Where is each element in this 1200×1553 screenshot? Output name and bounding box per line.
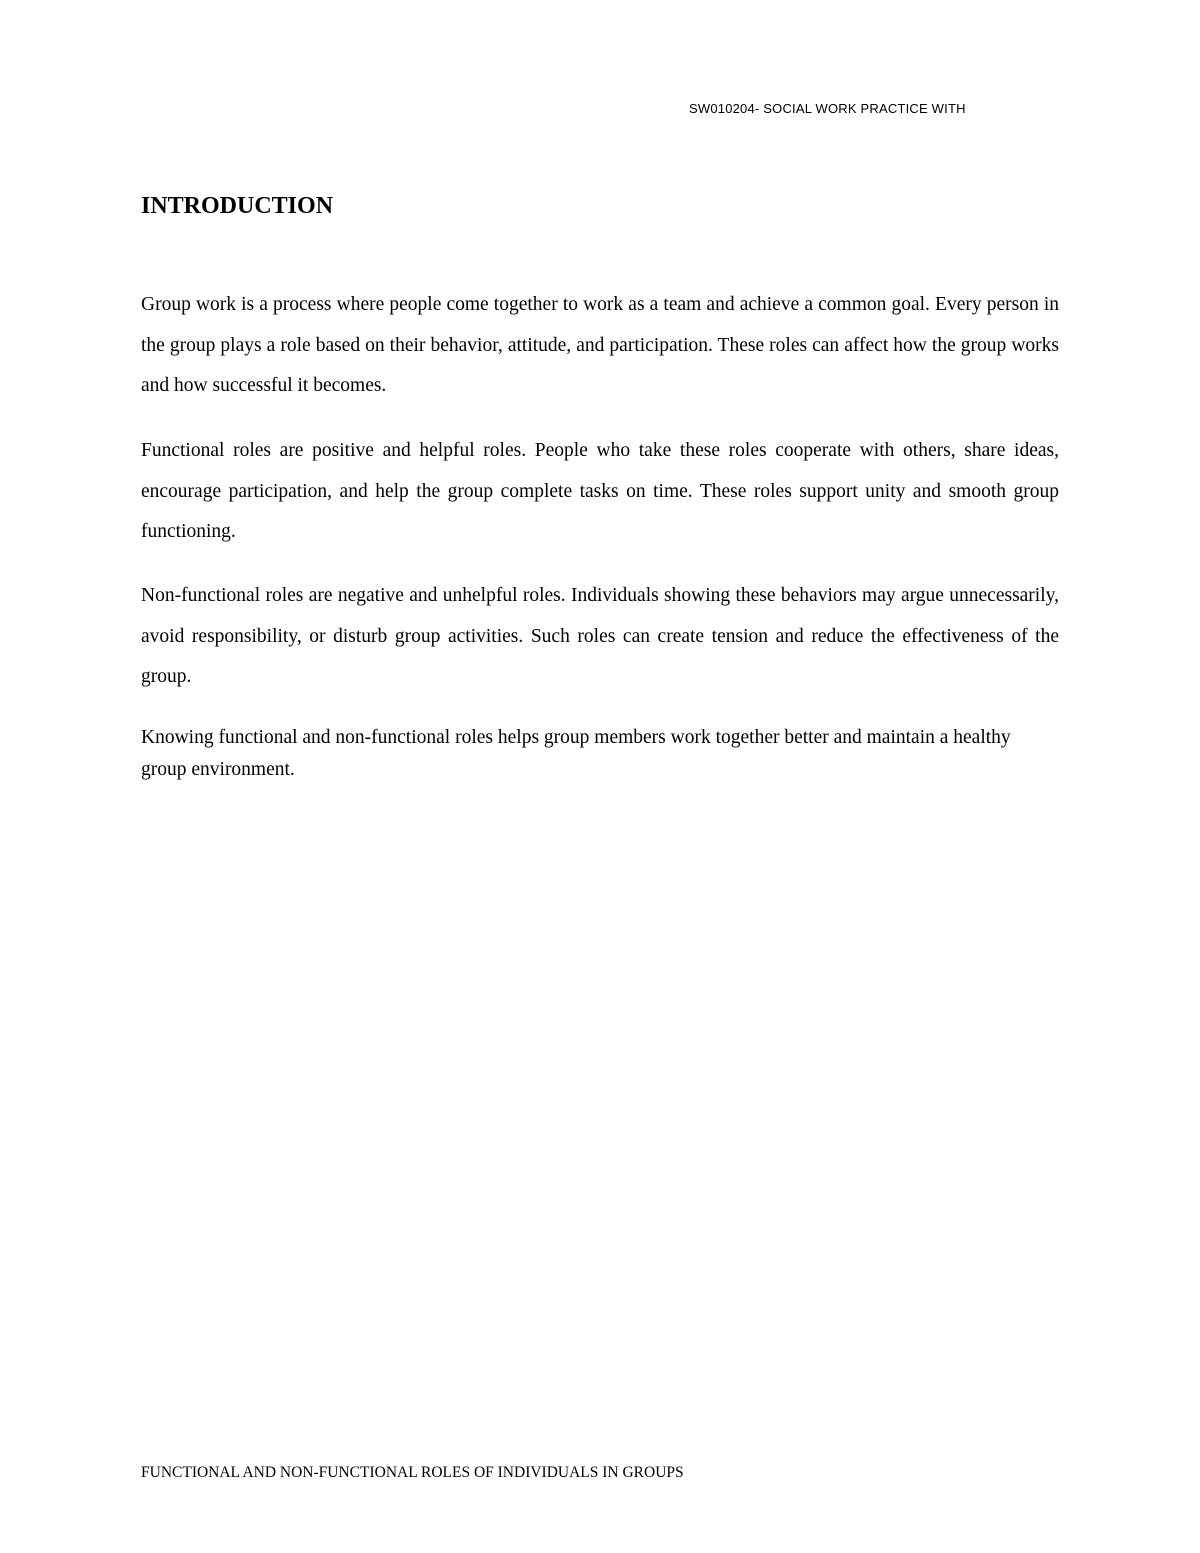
paragraph-conclusion: Knowing functional and non-functional roles helps group members work together better and maintain a healthy group environment. [141, 727, 1011, 780]
page-footer: FUNCTIONAL AND NON-FUNCTIONAL ROLES OF INDIVIDUALS IN GROUPS [141, 1464, 684, 1481]
section-heading: INTRODUCTION [141, 193, 334, 219]
paragraph-non-functional-roles: Non-functional roles are negative and unhelpful roles. Individuals showing these behaviors may argue unnecessarily, avoid responsibility, or disturb group activities. Such roles can create tension and reduce the effectiveness of the group. [141, 585, 1059, 687]
page-header: SW010204- SOCIAL WORK PRACTICE WITH [689, 101, 966, 116]
paragraph-group-work: Group work is a process where people come together to work as a team and achieve a common goal. Every person in the group plays a role based on their behavior, attitude, and participation. These roles can affect how the group works and how successful it becomes. [141, 294, 1059, 396]
paragraph-functional-roles: Functional roles are positive and helpful roles. People who take these roles cooperate with others, share ideas, encourage participation, and help the group complete tasks on time. These roles support unity and smooth group functioning. [141, 440, 1059, 542]
